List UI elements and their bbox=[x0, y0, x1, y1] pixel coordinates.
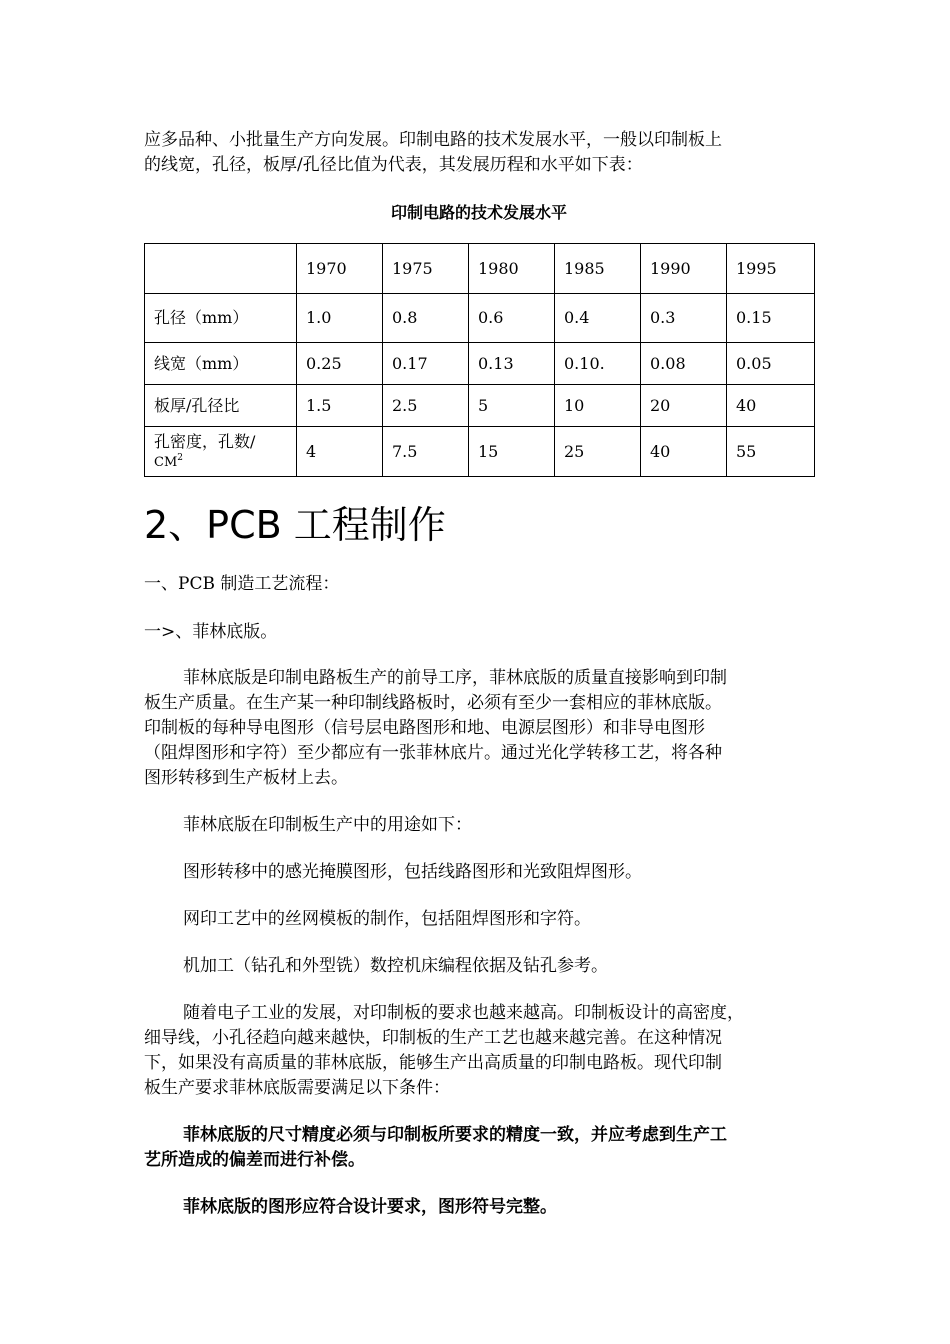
row-label-line-2: CM bbox=[154, 454, 178, 470]
table-cell: 0.4 bbox=[555, 294, 641, 343]
para1-line-2: 板生产质量。在生产某一种印制线路板时，必须有至少一套相应的菲林底版。 bbox=[144, 693, 722, 713]
row-label bbox=[145, 427, 297, 477]
year-cell: 1985 bbox=[555, 244, 641, 294]
table-cell: 4 bbox=[297, 427, 383, 477]
para3-line-4: 板生产要求菲林底版需要满足以下条件： bbox=[144, 1078, 450, 1098]
table-corner-cell bbox=[145, 244, 297, 294]
year-cell: 1975 bbox=[383, 244, 469, 294]
para3-line-3: 下，如果没有高质量的菲林底版，能够生产出高质量的印制电路板。现代印制 bbox=[144, 1053, 722, 1073]
use-item-2: 网印工艺中的丝网模板的制作，包括阻焊图形和字符。 bbox=[183, 909, 591, 929]
para1-line-3: 印制板的每种导电图形（信号层电路图形和地、电源层图形）和非导电图形 bbox=[144, 718, 705, 738]
table-cell: 1.0 bbox=[297, 294, 383, 343]
table-cell: 2.5 bbox=[383, 385, 469, 427]
superscript: 2 bbox=[177, 452, 183, 463]
table-cell: 0.17 bbox=[383, 343, 469, 385]
tech-level-table bbox=[144, 243, 815, 477]
table-row bbox=[145, 385, 815, 427]
table-row bbox=[145, 294, 815, 343]
table-cell: 1.5 bbox=[297, 385, 383, 427]
table-cell: 0.6 bbox=[469, 294, 555, 343]
table-cell: 7.5 bbox=[383, 427, 469, 477]
table-cell: 25 bbox=[555, 427, 641, 477]
table-header-row bbox=[145, 244, 815, 294]
row-label-line-1: 孔密度，孔数/ bbox=[154, 431, 256, 451]
para2: 菲林底版在印制板生产中的用途如下： bbox=[183, 815, 472, 835]
table-row bbox=[145, 427, 815, 477]
use-item-1: 图形转移中的感光掩膜图形，包括线路图形和光致阻焊图形。 bbox=[183, 862, 642, 882]
table-cell: 0.8 bbox=[383, 294, 469, 343]
year-cell: 1990 bbox=[641, 244, 727, 294]
year-cell: 1970 bbox=[297, 244, 383, 294]
table-cell: 5 bbox=[469, 385, 555, 427]
requirement-1-line-2: 艺所造成的偏差而进行补偿。 bbox=[144, 1150, 365, 1170]
table-cell: 0.3 bbox=[641, 294, 727, 343]
table-cell: 55 bbox=[727, 427, 815, 477]
requirement-1-line-1: 菲林底版的尺寸精度必须与印制板所要求的精度一致，并应考虑到生产工 bbox=[183, 1125, 727, 1145]
table-cell: 15 bbox=[469, 427, 555, 477]
table-cell: 0.13 bbox=[469, 343, 555, 385]
row-label: 线宽（mm） bbox=[145, 343, 297, 385]
table-cell: 0.08 bbox=[641, 343, 727, 385]
para3-line-2: 细导线，小孔径趋向越来越快，印制板的生产工艺也越来越完善。在这种情况 bbox=[144, 1028, 722, 1048]
table-cell: 0.15 bbox=[727, 294, 815, 343]
intro-line-1: 应多品种、小批量生产方向发展。印制电路的技术发展水平，一般以印制板上 bbox=[144, 130, 722, 150]
year-cell: 1995 bbox=[727, 244, 815, 294]
table-cell: 40 bbox=[727, 385, 815, 427]
table-cell: 0.25 bbox=[297, 343, 383, 385]
subheading-process: 一、PCB 制造工艺流程： bbox=[144, 574, 340, 594]
row-label: 板厚/孔径比 bbox=[145, 385, 297, 427]
table-cell: 10 bbox=[555, 385, 641, 427]
intro-line-2: 的线宽，孔径，板厚/孔径比值为代表，其发展历程和水平如下表： bbox=[144, 155, 643, 175]
table-cell: 0.05 bbox=[727, 343, 815, 385]
row-label: 孔径（mm） bbox=[145, 294, 297, 343]
use-item-3: 机加工（钻孔和外型铣）数控机床编程依据及钻孔参考。 bbox=[183, 956, 608, 976]
para1-line-4: （阻焊图形和字符）至少都应有一张菲林底片。通过光化学转移工艺，将各种 bbox=[144, 743, 722, 763]
subheading-film: 一>、菲林底版。 bbox=[144, 622, 278, 642]
table-cell: 40 bbox=[641, 427, 727, 477]
requirement-2: 菲林底版的图形应符合设计要求，图形符号完整。 bbox=[183, 1197, 557, 1217]
para1-line-1: 菲林底版是印制电路板生产的前导工序，菲林底版的质量直接影响到印制 bbox=[183, 668, 727, 688]
year-cell: 1980 bbox=[469, 244, 555, 294]
para3-line-1: 随着电子工业的发展，对印制板的要求也越来越高。印制板设计的高密度， bbox=[183, 1003, 744, 1023]
section-heading: 2、PCB 工程制作 bbox=[144, 503, 446, 547]
table-row bbox=[145, 343, 815, 385]
table-cell: 0.10. bbox=[555, 343, 641, 385]
para1-line-5: 图形转移到生产板材上去。 bbox=[144, 768, 348, 788]
table-cell: 20 bbox=[641, 385, 727, 427]
table-caption: 印制电路的技术发展水平 bbox=[390, 203, 567, 222]
